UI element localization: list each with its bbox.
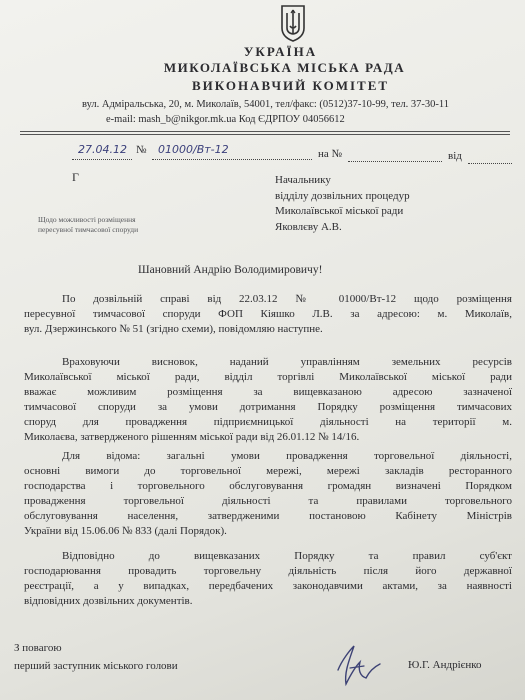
body-line: тимчасової споруди за умови дотримання Порядку розміщення тимчасових <box>24 401 512 413</box>
closing-regards: З повагою <box>14 642 62 654</box>
header-divider-thin <box>20 134 510 135</box>
body-line: По дозвільній справі від 22.03.12 № 01000/Вт-12 щодо розміщення <box>62 293 512 305</box>
signatory-name: Ю.Г. Андрієнко <box>408 659 482 671</box>
body-paragraph <box>24 549 512 609</box>
from-underline <box>468 163 512 164</box>
body-line: Миколаївської міської ради, відділ торгівлі Миколаївської міської ради <box>24 371 512 383</box>
addressee-line: Яковлєву А.В. <box>275 220 342 233</box>
addressee-block <box>275 173 410 235</box>
number-underline <box>152 159 312 160</box>
trident-emblem-icon <box>280 4 306 42</box>
address-line: вул. Адміральська, 20, м. Миколаїв, 54001, тел/факс: (0512)37-10-99, тел. 37-30-11 <box>82 99 449 110</box>
council-name: МИКОЛАЇВСЬКА МІСЬКА РАДА <box>163 60 406 75</box>
body-line: обслуговування населення, затвердженими постановою Кабінету Міністрів <box>24 510 512 522</box>
subject-line: Щодо можливості розміщення <box>38 215 136 224</box>
body-line: основні вимоги до торговельної мережі, мережі закладів ресторанного <box>24 465 512 477</box>
body-line: Враховуючи висновок, наданий управлінням земельних ресурсів <box>62 356 512 368</box>
body-line: України від 15.06.06 № 833 (далі Порядок). <box>24 525 227 537</box>
date-underline <box>72 159 132 160</box>
handwritten-signature-icon <box>320 640 390 690</box>
letter-date: 27.04.12 <box>78 143 127 156</box>
from-label: від <box>448 150 462 162</box>
addressee-line: відділу дозвільних процедур <box>275 189 410 202</box>
number-sign: № <box>136 144 147 156</box>
addressee-line: Миколаївської міської ради <box>275 205 404 217</box>
addressee-line: Начальнику <box>275 174 331 186</box>
greeting: Шановний Андрію Володимировичу! <box>138 264 323 276</box>
header-divider <box>20 131 510 132</box>
subject-line: пересувної тимчасової споруди <box>38 225 139 234</box>
body-line: господарювання провадить торговельну діяльність після його державної <box>24 565 512 577</box>
body-paragraph <box>24 355 512 445</box>
body-line: реєстрації, а у випадках, передбачених законодавчими актами, за наявності <box>24 580 512 592</box>
body-line: Для відома: загальні умови провадження торговельної діяльності, <box>62 450 512 462</box>
country-name: УКРАЇНА <box>243 44 318 59</box>
body-paragraph <box>24 449 512 539</box>
reply-to-underline <box>348 161 442 162</box>
signatory-position: перший заступник міського голови <box>14 660 178 672</box>
body-line: Відповідно до вищевказаних Порядку та правил суб'єкт <box>62 550 512 562</box>
reply-to-label: на № <box>318 148 343 160</box>
committee-name: ВИКОНАВЧИЙ КОМІТЕТ <box>191 78 390 93</box>
body-line: вважає можливим розміщення за вищевказаною адресою зазначеної <box>24 386 512 398</box>
body-line: вул. Дзержинського № 51 (згідно схеми), повідомляю наступне. <box>24 323 323 335</box>
body-line: господарства і торговельного обслуговування громадян визначені Порядком <box>24 480 512 492</box>
body-line: Миколаєва, затвердженого рішенням міської ради від 26.01.12 № 14/16. <box>24 431 360 443</box>
subject-block <box>38 215 138 235</box>
letter-number: 01000/Вт-12 <box>158 143 229 156</box>
corner-mark: Г <box>72 170 79 184</box>
body-line: пересувної тимчасової споруди ФОП Кіяшко Л.В. за адресою: м. Миколаїв, <box>24 308 512 320</box>
body-line: провадження торговельної діяльності та правилами торговельного <box>24 495 512 507</box>
body-line: відповідних дозвільних документів. <box>24 595 193 607</box>
email-line: e-mail: mash_b@nikgor.mk.ua Код ЄДРПОУ 04056612 <box>106 114 345 125</box>
body-paragraph <box>24 292 512 337</box>
body-line: споруд для провадження підприємницької діяльності на території м. <box>24 416 512 428</box>
